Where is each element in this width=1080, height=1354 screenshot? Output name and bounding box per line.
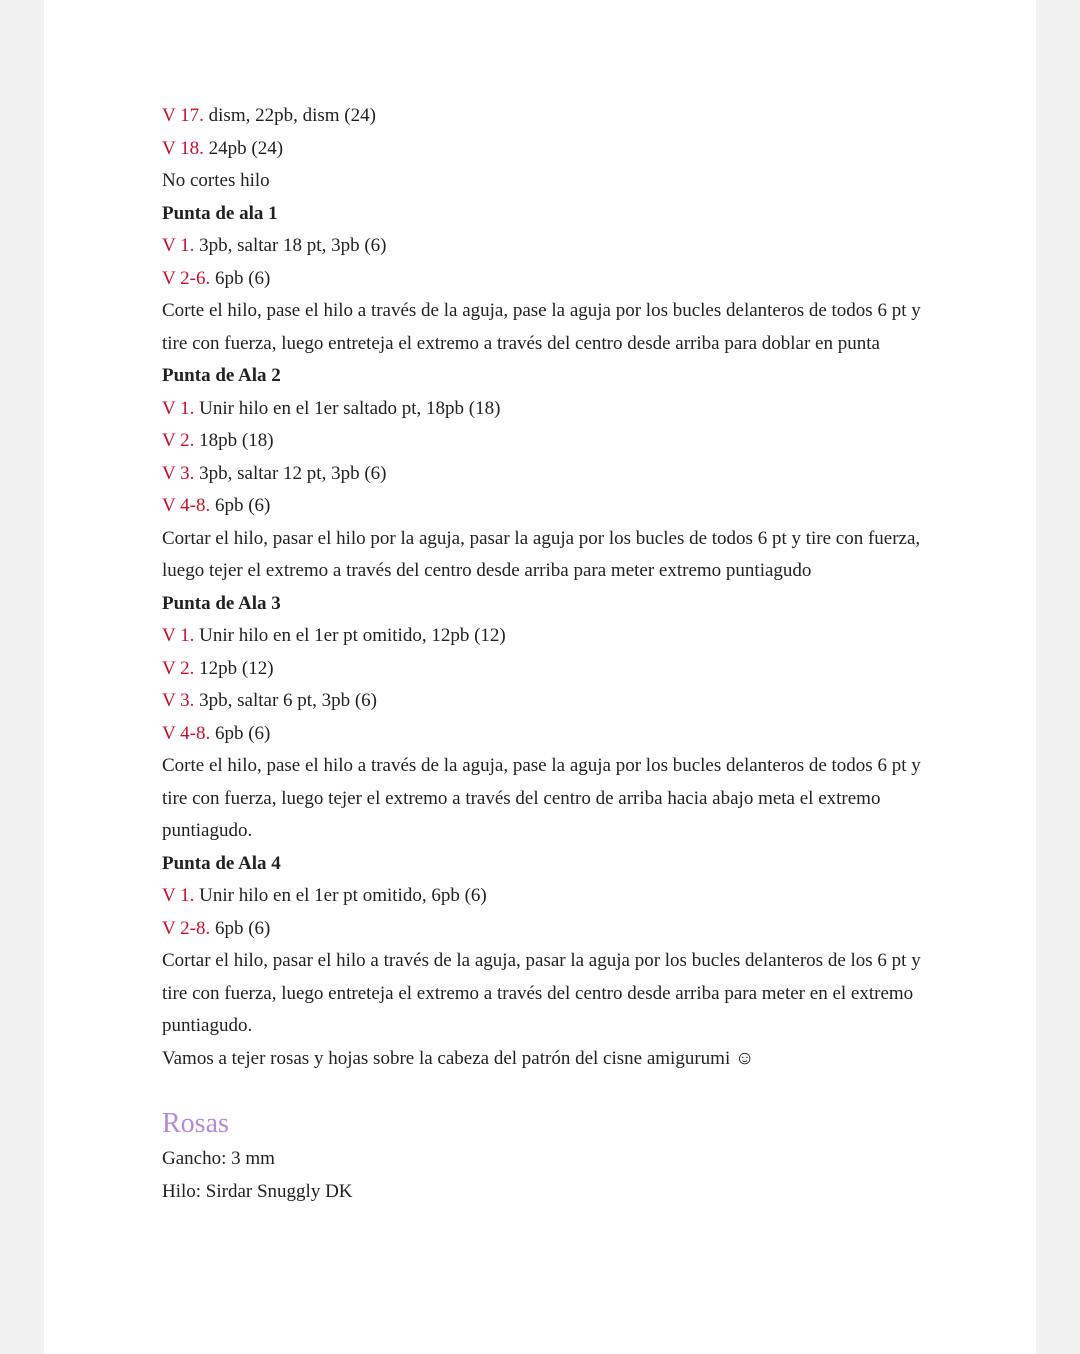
subheading: Punta de ala 1 bbox=[162, 202, 278, 224]
round-instruction: 3pb, saltar 18 pt, 3pb (6) bbox=[194, 235, 387, 256]
subheading: Punta de Ala 2 bbox=[162, 365, 281, 386]
document-page bbox=[44, 0, 1036, 1354]
round-line bbox=[162, 458, 922, 491]
section-heading-rosas: Rosas bbox=[162, 1108, 229, 1139]
round-instruction: 12pb (12) bbox=[194, 657, 274, 679]
round-label: V 3. bbox=[162, 690, 195, 711]
round-label: V 1. bbox=[162, 625, 195, 646]
round-line bbox=[162, 653, 922, 686]
round-line bbox=[162, 913, 922, 946]
round-label: V 2. bbox=[162, 657, 195, 679]
round-instruction: 6pb (6) bbox=[210, 495, 271, 516]
round-instruction: dism, 22pb, dism (24) bbox=[203, 105, 376, 126]
instruction-text: Cortar el hilo, pasar el hilo a través de la aguja, pasar la aguja por los bucles delanteros de los 6 pt y tire con fuerza, luego entreteja el extremo a través del centro desde arriba para meter en el extremo puntiagudo. bbox=[162, 950, 921, 1036]
round-label: V 4-8. bbox=[162, 722, 211, 744]
round-label: V 17. bbox=[162, 105, 204, 126]
pattern-content bbox=[162, 100, 922, 1208]
yarn-line: Hilo: Sirdar Snuggly DK bbox=[162, 1180, 353, 1202]
round-instruction: 3pb, saltar 12 pt, 3pb (6) bbox=[194, 462, 387, 484]
round-line bbox=[162, 133, 922, 166]
round-label: V 1. bbox=[162, 235, 195, 256]
instruction-text: Cortar el hilo, pasar el hilo por la aguja, pasar la aguja por los bucles de todos 6 pt y tire con fuerza, luego tejer el extremo a través del centro desde arriba para meter extremo puntiagudo bbox=[162, 527, 921, 581]
round-label: V 4-8. bbox=[162, 495, 211, 516]
round-label: V 1. bbox=[162, 397, 195, 419]
round-label: V 1. bbox=[162, 885, 195, 906]
round-instruction: 18pb (18) bbox=[194, 430, 274, 451]
hook-size-line: Gancho: 3 mm bbox=[162, 1148, 275, 1169]
instruction-text: Vamos a tejer rosas y hojas sobre la cabeza del patrón del cisne amigurumi ☺ bbox=[162, 1047, 755, 1069]
round-label: V 2-6. bbox=[162, 267, 211, 289]
round-line bbox=[162, 718, 922, 751]
round-instruction: 6pb (6) bbox=[210, 722, 271, 744]
round-line bbox=[162, 425, 922, 458]
round-line bbox=[162, 490, 922, 523]
round-instruction: Unir hilo en el 1er pt omitido, 6pb (6) bbox=[194, 885, 487, 906]
round-line bbox=[162, 230, 922, 263]
subheading: Punta de Ala 4 bbox=[162, 852, 281, 874]
round-line bbox=[162, 880, 922, 913]
round-line bbox=[162, 620, 922, 653]
round-instruction: 6pb (6) bbox=[210, 267, 271, 289]
round-label: V 2. bbox=[162, 430, 195, 451]
round-instruction: 6pb (6) bbox=[210, 917, 271, 939]
round-line bbox=[162, 100, 922, 133]
round-line bbox=[162, 685, 922, 718]
instruction-text: No cortes hilo bbox=[162, 170, 270, 191]
round-instruction: 24pb (24) bbox=[203, 137, 284, 159]
subheading: Punta de Ala 3 bbox=[162, 592, 281, 614]
instruction-text: Corte el hilo, pase el hilo a través de la aguja, pase la aguja por los bucles delanteros de todos 6 pt y tire con fuerza, luego tejer el extremo a través del centro de arriba hacia abajo meta el extremo puntiagudo. bbox=[162, 755, 921, 841]
round-line bbox=[162, 393, 922, 426]
round-label: V 3. bbox=[162, 462, 195, 484]
pattern-lines bbox=[162, 100, 922, 1075]
round-instruction: Unir hilo en el 1er saltado pt, 18pb (18) bbox=[194, 397, 501, 419]
instruction-text: Corte el hilo, pase el hilo a través de la aguja, pase la aguja por los bucles delanteros de todos 6 pt y tire con fuerza, luego entreteja el extremo a través del centro desde arriba para doblar en punta bbox=[162, 300, 921, 354]
round-instruction: 3pb, saltar 6 pt, 3pb (6) bbox=[194, 690, 377, 711]
round-instruction: Unir hilo en el 1er pt omitido, 12pb (12) bbox=[194, 625, 506, 646]
round-label: V 2-8. bbox=[162, 917, 211, 939]
round-line bbox=[162, 263, 922, 296]
round-label: V 18. bbox=[162, 137, 204, 159]
